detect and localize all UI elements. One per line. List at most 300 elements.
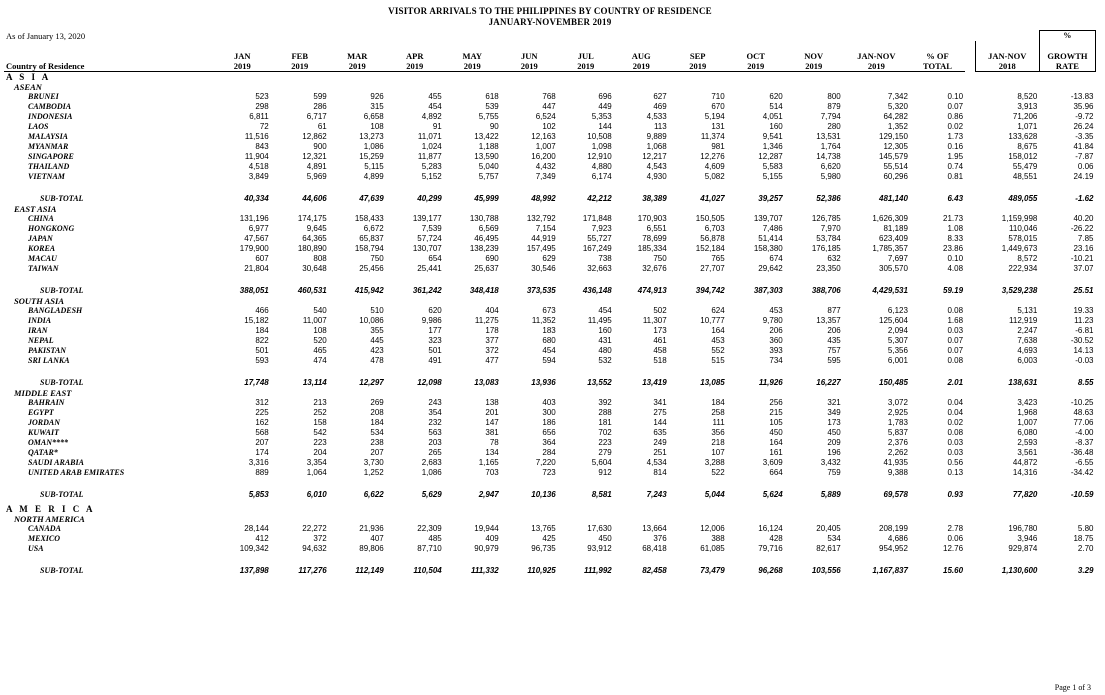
table-cell: 453 [769, 306, 783, 315]
table-cell: 453 [711, 336, 725, 345]
table-cell: 5,044 [704, 490, 725, 499]
table-cell: 167,249 [582, 244, 612, 253]
table-cell: 1,024 [421, 142, 442, 151]
table-cell: 9,645 [306, 224, 327, 233]
table-cell: 130,707 [412, 244, 442, 253]
table-cell: 269 [370, 398, 384, 407]
table-cell: 30,648 [302, 264, 327, 273]
table-cell: 1,449,673 [1001, 244, 1038, 253]
table-cell: 450 [769, 428, 783, 437]
table-cell: 3,609 [762, 458, 783, 467]
column-header-top: MAY [462, 51, 483, 61]
table-row [4, 438, 1096, 448]
table-row [4, 162, 1096, 172]
table-cell: 15.60 [943, 566, 964, 575]
table-cell: 635 [653, 428, 667, 437]
table-cell: 4,051 [762, 112, 783, 121]
table-cell: 355 [370, 326, 384, 335]
country-label: LAOS [28, 122, 49, 131]
table-cell: 377 [485, 336, 499, 345]
table-cell: 29,642 [758, 264, 783, 273]
table-cell: 117,276 [298, 566, 327, 575]
table-row [4, 524, 1096, 534]
table-cell: 3,730 [363, 458, 384, 467]
country-column-header: Country of Residence [4, 61, 214, 72]
country-label: VIETNAM [28, 172, 65, 181]
column-header-bottom: 2019 [614, 61, 669, 72]
column-header-top: JAN-NOV [975, 41, 1039, 61]
table-cell: 113 [653, 122, 667, 131]
table-cell: 131 [711, 122, 725, 131]
table-cell: 107 [711, 448, 725, 457]
table-cell: 4,543 [646, 162, 667, 171]
table-cell: 72 [259, 122, 269, 131]
table-cell: 393 [769, 346, 783, 355]
table-cell: 111,992 [584, 566, 612, 575]
table-cell: 30,546 [531, 264, 556, 273]
table-cell: 750 [370, 254, 384, 263]
table-cell: 2,376 [887, 438, 908, 447]
table-cell: 620 [769, 92, 783, 101]
table-row [4, 264, 1096, 274]
table-cell: 510 [370, 306, 384, 315]
table-row [4, 418, 1096, 428]
table-cell: 223 [313, 438, 327, 447]
table-cell: 16,124 [758, 524, 783, 533]
table-cell: 654 [428, 254, 442, 263]
table-row [4, 92, 1096, 102]
table-cell: 11,275 [474, 316, 499, 325]
table-cell: 534 [370, 428, 384, 437]
table-cell: 13,590 [474, 152, 499, 161]
table-cell: 204 [313, 448, 327, 457]
table-cell: 196,780 [1008, 524, 1038, 533]
table-cell: 87,710 [417, 544, 442, 553]
table-cell: 48,551 [1012, 172, 1038, 181]
country-label: TAIWAN [28, 264, 59, 273]
table-cell: 132,792 [526, 214, 556, 223]
table-cell: 843 [255, 142, 269, 151]
table-body [4, 72, 1096, 577]
table-cell: 222,934 [1008, 264, 1038, 273]
table-cell: 520 [313, 336, 327, 345]
table-cell: 110,504 [413, 566, 442, 575]
table-cell: 275 [653, 408, 667, 417]
table-cell: 0.06 [947, 534, 964, 543]
table-cell: 489,055 [1008, 194, 1038, 203]
table-cell: 1,785,357 [872, 244, 908, 253]
table-cell: 542 [313, 428, 327, 437]
table-cell: 522 [711, 468, 725, 477]
table-row [4, 336, 1096, 346]
table-cell: 629 [542, 254, 556, 263]
table-cell: 251 [653, 448, 667, 457]
table-cell: 109,342 [239, 544, 269, 553]
table-cell: 6.43 [947, 194, 964, 203]
subtotal-row [4, 194, 1096, 204]
subtotal-row [4, 286, 1096, 296]
table-cell: 78,699 [642, 234, 667, 243]
table-row [4, 306, 1096, 316]
column-header-top: JUN [520, 51, 538, 61]
table-cell: 256 [769, 398, 783, 407]
table-row [4, 122, 1096, 132]
table-cell: 225 [255, 408, 269, 417]
table-cell: 103,556 [811, 566, 841, 575]
table-cell: 10,508 [587, 132, 612, 141]
table-cell: 664 [769, 468, 783, 477]
table-cell: 35.96 [1073, 102, 1094, 111]
visitor-arrivals-table [4, 30, 1096, 576]
table-cell: 450 [827, 428, 841, 437]
table-cell: 40.20 [1073, 214, 1094, 223]
table-cell: 568 [255, 428, 269, 437]
table-cell: 152,184 [695, 244, 725, 253]
column-header-bottom: 2019 [444, 61, 501, 72]
table-cell: 445 [370, 336, 384, 345]
country-label: MEXICO [28, 534, 61, 543]
table-cell: 286 [313, 102, 327, 111]
table-cell: 7,486 [762, 224, 783, 233]
table-row [4, 224, 1096, 234]
table-cell: -6.81 [1075, 326, 1094, 335]
table-cell: 2,593 [1017, 438, 1038, 447]
table-cell: 13,664 [642, 524, 667, 533]
table-cell: 1,086 [363, 142, 384, 151]
region-label: A S I A [6, 72, 51, 82]
table-cell: 540 [313, 306, 327, 315]
table-cell: 6,003 [1017, 356, 1038, 365]
table-cell: 186 [542, 418, 556, 427]
table-cell: 656 [542, 428, 556, 437]
subtotal-row [4, 490, 1096, 500]
table-cell: 889 [255, 468, 269, 477]
table-cell: 388,051 [239, 286, 269, 295]
table-cell: 0.74 [947, 162, 964, 171]
table-cell: 466 [255, 306, 269, 315]
table-cell: 150,505 [695, 214, 725, 223]
country-label: SRI LANKA [28, 356, 70, 365]
table-cell: 690 [485, 254, 499, 263]
table-cell: 77,820 [1012, 490, 1038, 499]
table-cell: 158,433 [354, 214, 384, 223]
table-cell: 112,919 [1009, 316, 1038, 325]
table-row [4, 346, 1096, 356]
table-cell: 461 [653, 336, 667, 345]
table-cell: 502 [653, 306, 667, 315]
table-cell: 1,352 [887, 122, 908, 131]
table-cell: 19,944 [474, 524, 499, 533]
table-cell: 160 [598, 326, 612, 335]
country-label: BANGLADESH [28, 306, 83, 315]
table-cell: 79,716 [758, 544, 783, 553]
table-cell: 12,305 [883, 142, 908, 151]
table-cell: 5,194 [704, 112, 725, 121]
table-cell: 4,429,531 [872, 286, 908, 295]
table-cell: 0.81 [947, 172, 964, 181]
table-row [4, 326, 1096, 336]
table-cell: 258 [711, 408, 725, 417]
table-cell: 249 [653, 438, 667, 447]
table-cell: 3,561 [1017, 448, 1038, 457]
table-cell: 523 [255, 92, 269, 101]
table-cell: 3,432 [820, 458, 841, 467]
table-cell: 9,388 [887, 468, 908, 477]
table-cell: 232 [428, 418, 442, 427]
table-cell: 6,811 [249, 112, 269, 121]
table-cell: 16,227 [816, 378, 841, 387]
table-cell: 5,837 [887, 428, 908, 437]
table-cell: 474 [313, 356, 327, 365]
table-cell: 926 [370, 92, 384, 101]
table-cell: 2.78 [947, 524, 964, 533]
table-cell: 112,149 [355, 566, 384, 575]
table-cell: 376 [653, 534, 667, 543]
table-cell: 450 [598, 534, 612, 543]
table-row [4, 356, 1096, 366]
table-cell: 474,913 [637, 286, 667, 295]
subtotal-label: SUB-TOTAL [40, 378, 84, 387]
table-cell: 5,889 [820, 490, 841, 499]
table-cell: -1.62 [1075, 194, 1094, 203]
country-label: KOREA [28, 244, 56, 253]
subregion-label: MIDDLE EAST [14, 388, 72, 398]
table-cell: 144 [598, 122, 612, 131]
country-label: OMAN**** [28, 438, 69, 447]
table-cell: 912 [598, 468, 612, 477]
table-cell: 349 [827, 408, 841, 417]
table-cell: 139,177 [412, 214, 442, 223]
subtotal-row [4, 378, 1096, 388]
table-cell: 5,980 [820, 172, 841, 181]
table-cell: 814 [653, 468, 667, 477]
table-cell: 8,675 [1017, 142, 1038, 151]
table-cell: 403 [542, 398, 556, 407]
table-cell: 0.93 [947, 490, 964, 499]
country-label: KUWAIT [28, 428, 59, 437]
table-cell: -9.72 [1075, 112, 1094, 121]
table-cell: 680 [542, 336, 556, 345]
table-cell: 6,174 [591, 172, 612, 181]
table-cell: 607 [255, 254, 269, 263]
table-row [4, 112, 1096, 122]
table-cell: 477 [485, 356, 499, 365]
table-cell: 23,350 [816, 264, 841, 273]
table-cell: 5,307 [887, 336, 908, 345]
column-header-top: JUL [577, 51, 594, 61]
table-cell: 53,784 [816, 234, 841, 243]
table-cell: 3.29 [1077, 566, 1094, 575]
table-cell: 125,604 [879, 316, 908, 325]
table-cell: 19.33 [1073, 306, 1094, 315]
table-cell: 7,220 [535, 458, 556, 467]
table-cell: 431 [598, 336, 612, 345]
table-cell: 10,777 [700, 316, 725, 325]
table-cell: 6,123 [887, 306, 908, 315]
table-cell: 6,001 [887, 356, 908, 365]
table-cell: 623,409 [879, 234, 908, 243]
table-cell: -10.25 [1070, 398, 1094, 407]
table-cell: 238 [370, 438, 384, 447]
country-label: PAKISTAN [28, 346, 67, 355]
table-cell: 5,040 [478, 162, 499, 171]
table-cell: 481,140 [879, 194, 908, 203]
column-header-bottom: 2019 [329, 61, 386, 72]
table-cell: 436,148 [582, 286, 612, 295]
table-cell: 0.03 [947, 438, 964, 447]
table-cell: 4,609 [704, 162, 725, 171]
table-cell: 44,872 [1012, 458, 1038, 467]
table-cell: 13,552 [587, 378, 612, 387]
table-cell: 41,935 [883, 458, 908, 467]
table-cell: 64,365 [302, 234, 327, 243]
table-cell: 65,837 [359, 234, 384, 243]
table-cell: 2,247 [1017, 326, 1038, 335]
table-cell: 25,637 [474, 264, 499, 273]
table-cell: 11.23 [1074, 316, 1094, 325]
table-cell: 47,567 [244, 234, 269, 243]
country-label: EGYPT [28, 408, 54, 417]
table-cell: 409 [485, 534, 499, 543]
table-cell: 28,144 [244, 524, 269, 533]
table-cell: 12,297 [359, 378, 384, 387]
table-cell: 21,936 [359, 524, 384, 533]
table-cell: 5,969 [306, 172, 327, 181]
table-cell: 0.10 [947, 254, 964, 263]
country-label: IRAN [28, 326, 48, 335]
table-cell: 134 [485, 448, 499, 457]
table-cell: 4,892 [421, 112, 442, 121]
table-cell: 3,354 [306, 458, 327, 467]
table-cell: 981 [711, 142, 725, 151]
table-cell: 59.19 [943, 286, 964, 295]
table-cell: 174,175 [297, 214, 327, 223]
table-cell: 372 [313, 534, 327, 543]
table-cell: 765 [711, 254, 725, 263]
table-cell: 22,272 [302, 524, 327, 533]
subregion-row [4, 82, 1096, 92]
country-label: THAILAND [28, 162, 70, 171]
table-cell: -34.42 [1070, 468, 1094, 477]
table-cell: 7.85 [1077, 234, 1094, 243]
table-cell: 25.51 [1073, 286, 1094, 295]
table-cell: 126,785 [811, 214, 841, 223]
table-cell: 223 [598, 438, 612, 447]
country-label: CAMBODIA [28, 102, 72, 111]
subregion-label: NORTH AMERICA [14, 514, 85, 524]
column-header-top: OCT [746, 51, 765, 61]
table-cell: 534 [827, 534, 841, 543]
table-row [4, 142, 1096, 152]
table-cell: 13,114 [302, 378, 327, 387]
table-cell: 138,631 [1008, 378, 1038, 387]
table-cell: 354 [428, 408, 442, 417]
table-cell: 130,788 [469, 214, 499, 223]
table-cell: 9,986 [421, 316, 442, 325]
table-cell: 265 [428, 448, 442, 457]
table-cell: 12,862 [302, 132, 327, 141]
table-cell: 4,880 [591, 162, 612, 171]
table-cell: 10,136 [531, 490, 556, 499]
column-header-top: FEB [291, 51, 308, 61]
country-label: SAUDI ARABIA [28, 458, 84, 467]
table-cell: 696 [598, 92, 612, 101]
table-cell: 12.76 [943, 544, 964, 553]
table-cell: 56,878 [700, 234, 725, 243]
table-cell: -4.00 [1075, 428, 1094, 437]
table-cell: 160 [769, 122, 783, 131]
country-label: JAPAN [28, 234, 53, 243]
table-cell: 594 [542, 356, 556, 365]
table-cell: 41.84 [1073, 142, 1094, 151]
table-cell: 9,889 [646, 132, 667, 141]
table-row [4, 408, 1096, 418]
table-cell: 280 [827, 122, 841, 131]
region-row [4, 504, 1096, 514]
table-cell: 12,006 [700, 524, 725, 533]
table-cell: 3,072 [887, 398, 908, 407]
table-cell: 23.16 [1073, 244, 1094, 253]
table-cell: 6,569 [478, 224, 499, 233]
table-cell: 454 [542, 346, 556, 355]
table-row [4, 102, 1096, 112]
table-cell: 7,970 [820, 224, 841, 233]
table-cell: 1,086 [421, 468, 442, 477]
table-cell: 929,874 [1008, 544, 1038, 553]
table-cell: 111 [712, 418, 725, 427]
table-cell: 138 [485, 398, 499, 407]
table-cell: 5,353 [591, 112, 612, 121]
table-cell: 60,296 [883, 172, 908, 181]
table-cell: 5,583 [762, 162, 783, 171]
table-cell: 1,071 [1017, 122, 1038, 131]
table-cell: 1,968 [1017, 408, 1038, 417]
table-cell: 13,936 [531, 378, 556, 387]
table-cell: 388,706 [811, 286, 841, 295]
table-cell: 404 [485, 306, 499, 315]
table-cell: -26.22 [1070, 224, 1094, 233]
table-cell: 162 [255, 418, 269, 427]
table-cell: 11,071 [417, 132, 442, 141]
table-cell: 55,514 [883, 162, 908, 171]
table-cell: 356 [711, 428, 725, 437]
table-cell: 40,334 [244, 194, 269, 203]
table-cell: 670 [711, 102, 725, 111]
table-cell: 284 [542, 448, 556, 457]
table-cell: 161 [769, 448, 783, 457]
table-cell: 518 [653, 356, 667, 365]
table-cell: 40,299 [417, 194, 442, 203]
country-label: INDONESIA [28, 112, 73, 121]
table-cell: 0.02 [947, 122, 964, 131]
table-cell: 7,923 [591, 224, 612, 233]
table-cell: -30.52 [1070, 336, 1094, 345]
table-cell: 21,804 [244, 264, 269, 273]
table-cell: 27,707 [700, 264, 725, 273]
table-cell: 8.33 [947, 234, 964, 243]
country-label: SINGAPORE [28, 152, 74, 161]
table-cell: 6,977 [248, 224, 269, 233]
table-cell: 150,485 [879, 378, 908, 387]
table-cell: 387,303 [753, 286, 783, 295]
country-label: HONGKONG [28, 224, 75, 233]
table-cell: 196 [827, 448, 841, 457]
table-cell: 0.02 [947, 418, 964, 427]
table-cell: 381 [485, 428, 499, 437]
table-cell: 0.07 [947, 346, 964, 355]
table-cell: 11,007 [302, 316, 327, 325]
table-cell: -10.59 [1070, 490, 1094, 499]
